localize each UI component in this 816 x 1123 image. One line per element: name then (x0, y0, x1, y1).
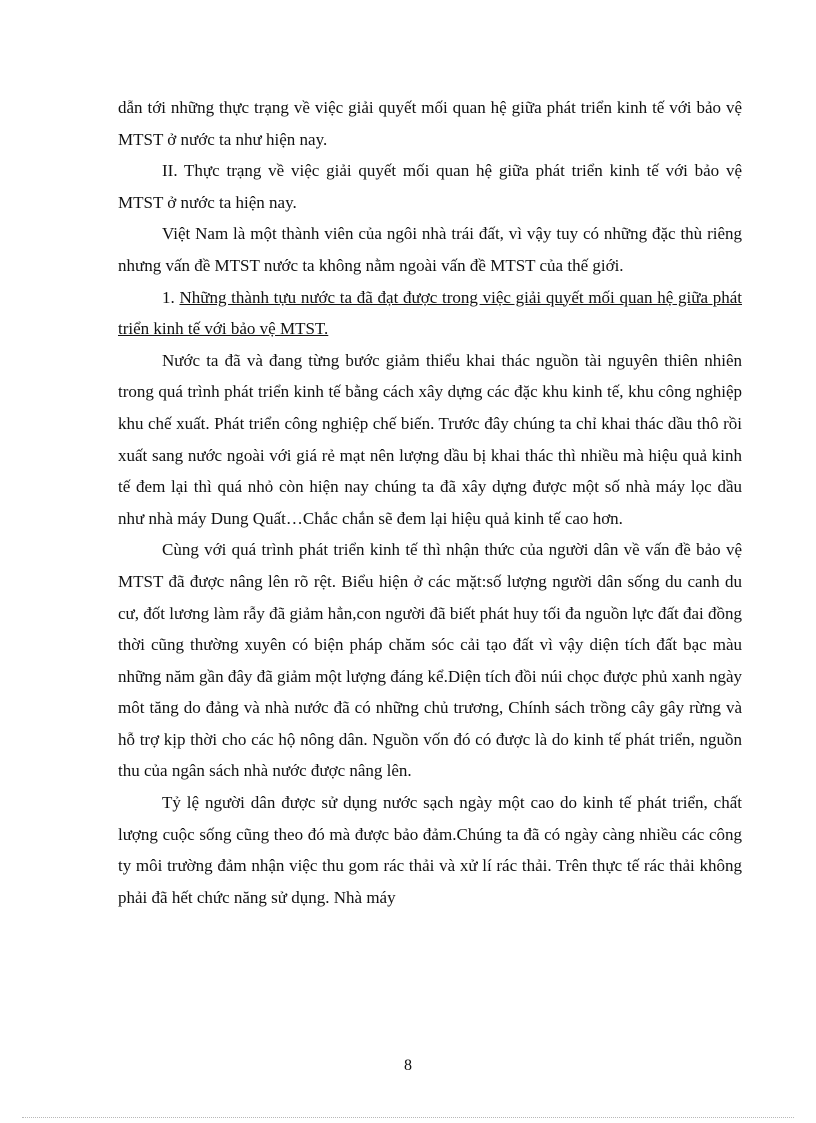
subheading-number: 1. (162, 287, 180, 307)
paragraph-vietnam-intro: Việt Nam là một thành viên của ngôi nhà trái đất, vì vậy tuy có những đặc thù riêng nhưng vấn đề MTST nước ta không nằm ngoài vấn đề MTST của thế giới. (118, 224, 742, 275)
paragraph-resources: Nước ta đã và đang từng bước giảm thiểu khai thác nguồn tài nguyên thiên nhiên trong quá trình phát triển kinh tế bằng cách xây dựng các đặc khu kinh tế, khu công nghiệp khu chế xuất. Phát triển công nghiệp chế biến. Trước đây chúng ta chỉ khai thác dầu thô rồi xuất sang nước ngoài với giá rẻ mạt nên lượng dầu bị khai thác thì nhiều mà hiệu quả kinh tế đem lại thì quá nhỏ còn hiện nay chúng ta đã xây dựng được một số nhà máy lọc dầu như nhà máy Dung Quất…Chắc chắn sẽ đem lại hiệu quả kinh tế cao hơn. (118, 350, 742, 528)
page-number: 8 (404, 1057, 412, 1074)
subheading-1 (118, 282, 742, 345)
paragraph-awareness: Cùng với quá trình phát triển kinh tế thì nhận thức của người dân về vấn đề bảo vệ MTST đã được nâng lên rõ rệt. Biểu hiện ở các mặt:số lượng người dân sống du canh du cư, đốt lương làm rẫy đã giảm hẳn,con người đã biết phát huy tối đa nguồn lực đất đai đồng thời cũng thường xuyên có biện pháp chăm sóc cải tạo đất vì vậy diện tích đất bạc màu những năm gần đây đã giảm một lượng đáng kể.Diện tích đồi núi chọc được phủ xanh ngày môt tăng do đảng và nhà nước đã có những chủ trương, Chính sách trồng cây gây rừng và hỗ trợ kịp thời cho các hộ nông dân. Nguồn vốn đó có được là do kinh tế phát triển, nguồn thu của ngân sách nhà nước được nâng lên. (118, 540, 742, 781)
page-bottom-border (22, 1117, 794, 1118)
section-heading-ii: II. Thực trạng về việc giải quyết mối quan hệ giữa phát triển kinh tế với bảo vệ MTST ở nước ta hiện nay. (118, 161, 742, 212)
paragraph-clean-water: Tỷ lệ người dân được sử dụng nước sạch ngày một cao do kinh tế phát triển, chất lượng cuộc sống cũng theo đó mà được bảo đảm.Chúng ta đã có ngày càng nhiều các công ty môi trường đảm nhận việc thu gom rác thải và xử lí rác thải. Trên thực tế rác thải không phải đã hết chức năng sử dụng. Nhà máy (118, 793, 742, 907)
body-text (118, 92, 742, 913)
subheading-title: Những thành tựu nước ta đã đạt được trong việc giải quyết mối quan hệ giữa phát triển kinh tế với bảo vệ MTST. (118, 287, 742, 339)
paragraph-continuation: dẫn tới những thực trạng về việc giải quyết mối quan hệ giữa phát triển kinh tế với bảo vệ MTST ở nước ta như hiện nay. (118, 98, 742, 149)
